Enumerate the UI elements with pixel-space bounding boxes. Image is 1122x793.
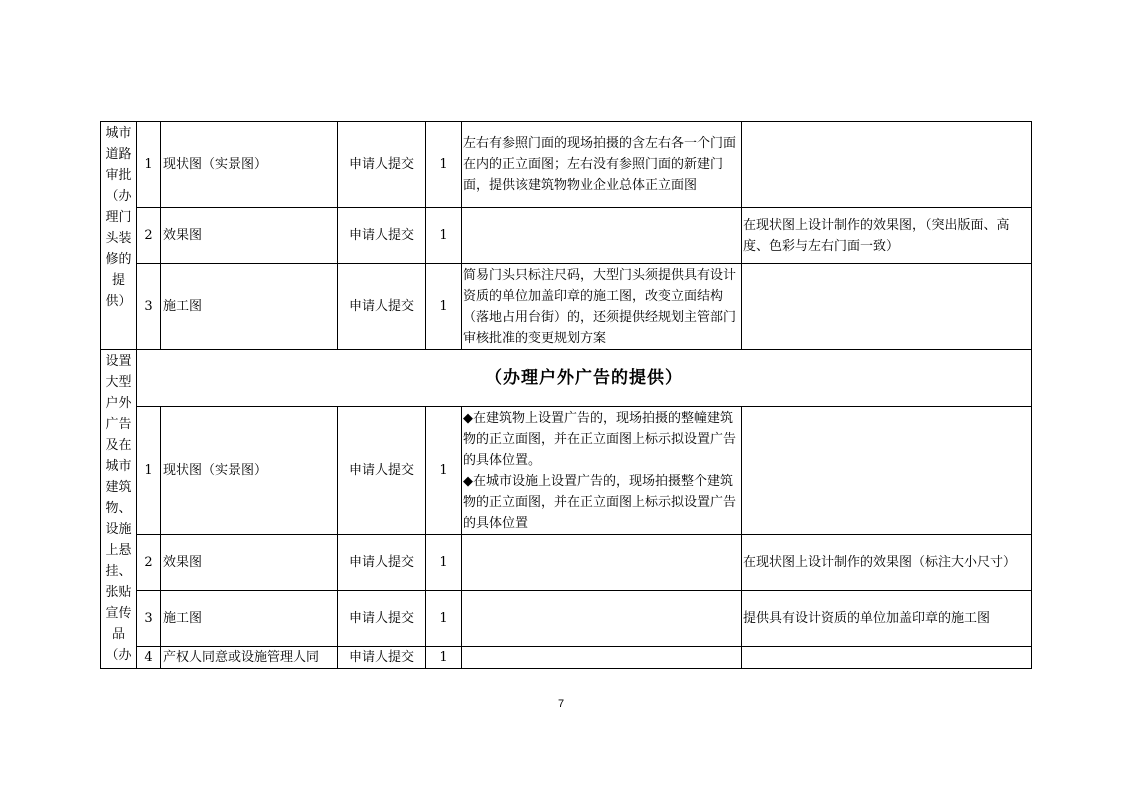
requirement-item: ◆在建筑物上设置广告的，现场拍摄的整幢建筑物的正立面图，并在正立面图上标示拟设置广告的具体位置。 — [463, 410, 737, 468]
table-row — [101, 407, 1032, 535]
submitter: 申请人提交 — [338, 407, 426, 535]
section-banner: （办理户外广告的提供） — [137, 350, 1032, 407]
requirement-text — [462, 591, 742, 647]
quantity: 1 — [426, 208, 462, 264]
note-text: 在现状图上设计制作的效果图（标注大小尺寸） — [742, 535, 1032, 591]
table-row — [101, 122, 1032, 208]
table-row — [101, 535, 1032, 591]
material-name: 产权人同意或设施管理人同 — [161, 647, 338, 669]
note-text — [742, 647, 1032, 669]
diamond-bullet-icon: ◆ — [463, 410, 473, 426]
requirement-text: 简易门头只标注尺码，大型门头须提供具有设计资质的单位加盖印章的施工图，改变立面结构（落地占用台街）的，还须提供经规划主管部门审核批准的变更规划方案 — [462, 264, 742, 350]
table-row — [101, 647, 1032, 669]
note-text — [742, 264, 1032, 350]
note-text — [742, 407, 1032, 535]
row-number: 3 — [137, 264, 161, 350]
submitter: 申请人提交 — [338, 122, 426, 208]
note-text: 在现状图上设计制作的效果图，（突出版面、高度、色彩与左右门面一致） — [742, 208, 1032, 264]
quantity: 1 — [426, 535, 462, 591]
category-cell-outdoor-ads: 设置 大型 户外 广告 及在 城市 建筑 物、 设施 上悬 挂、 张贴 宣传 品 （办 — [101, 350, 137, 669]
table-row — [101, 208, 1032, 264]
submitter: 申请人提交 — [338, 208, 426, 264]
quantity: 1 — [426, 264, 462, 350]
requirement-text — [462, 407, 742, 535]
table-row — [101, 264, 1032, 350]
quantity: 1 — [426, 647, 462, 669]
row-number: 1 — [137, 407, 161, 535]
material-name: 效果图 — [161, 208, 338, 264]
material-name: 施工图 — [161, 591, 338, 647]
diamond-bullet-icon: ◆ — [463, 473, 473, 489]
category-cell-storefront: 城市 道路 审批 （办 理门 头装 修的 提 供） — [101, 122, 137, 350]
note-text: 提供具有设计资质的单位加盖印章的施工图 — [742, 591, 1032, 647]
submitter: 申请人提交 — [338, 647, 426, 669]
row-number: 3 — [137, 591, 161, 647]
table-row — [101, 350, 1032, 407]
table-row — [101, 591, 1032, 647]
row-number: 2 — [137, 535, 161, 591]
submitter: 申请人提交 — [338, 264, 426, 350]
requirement-item: ◆在城市设施上设置广告的，现场拍摄整个建筑物的正立面图，并在正立面图上标示拟设置广告的具体位置 — [463, 473, 737, 531]
row-number: 4 — [137, 647, 161, 669]
row-number: 2 — [137, 208, 161, 264]
submitter: 申请人提交 — [338, 535, 426, 591]
note-text — [742, 122, 1032, 208]
requirement-text — [462, 647, 742, 669]
requirement-text — [462, 208, 742, 264]
material-name: 施工图 — [161, 264, 338, 350]
requirements-table — [100, 121, 1032, 669]
quantity: 1 — [426, 591, 462, 647]
row-number: 1 — [137, 122, 161, 208]
requirement-text: 左右有参照门面的现场拍摄的含左右各一个门面在内的正立面图；左右没有参照门面的新建门面，提供该建筑物物业企业总体正立面图 — [462, 122, 742, 208]
material-name: 现状图（实景图） — [161, 122, 338, 208]
material-name: 效果图 — [161, 535, 338, 591]
page-number: 7 — [557, 698, 565, 710]
material-name: 现状图（实景图） — [161, 407, 338, 535]
submitter: 申请人提交 — [338, 591, 426, 647]
quantity: 1 — [426, 122, 462, 208]
quantity: 1 — [426, 407, 462, 535]
requirement-text — [462, 535, 742, 591]
